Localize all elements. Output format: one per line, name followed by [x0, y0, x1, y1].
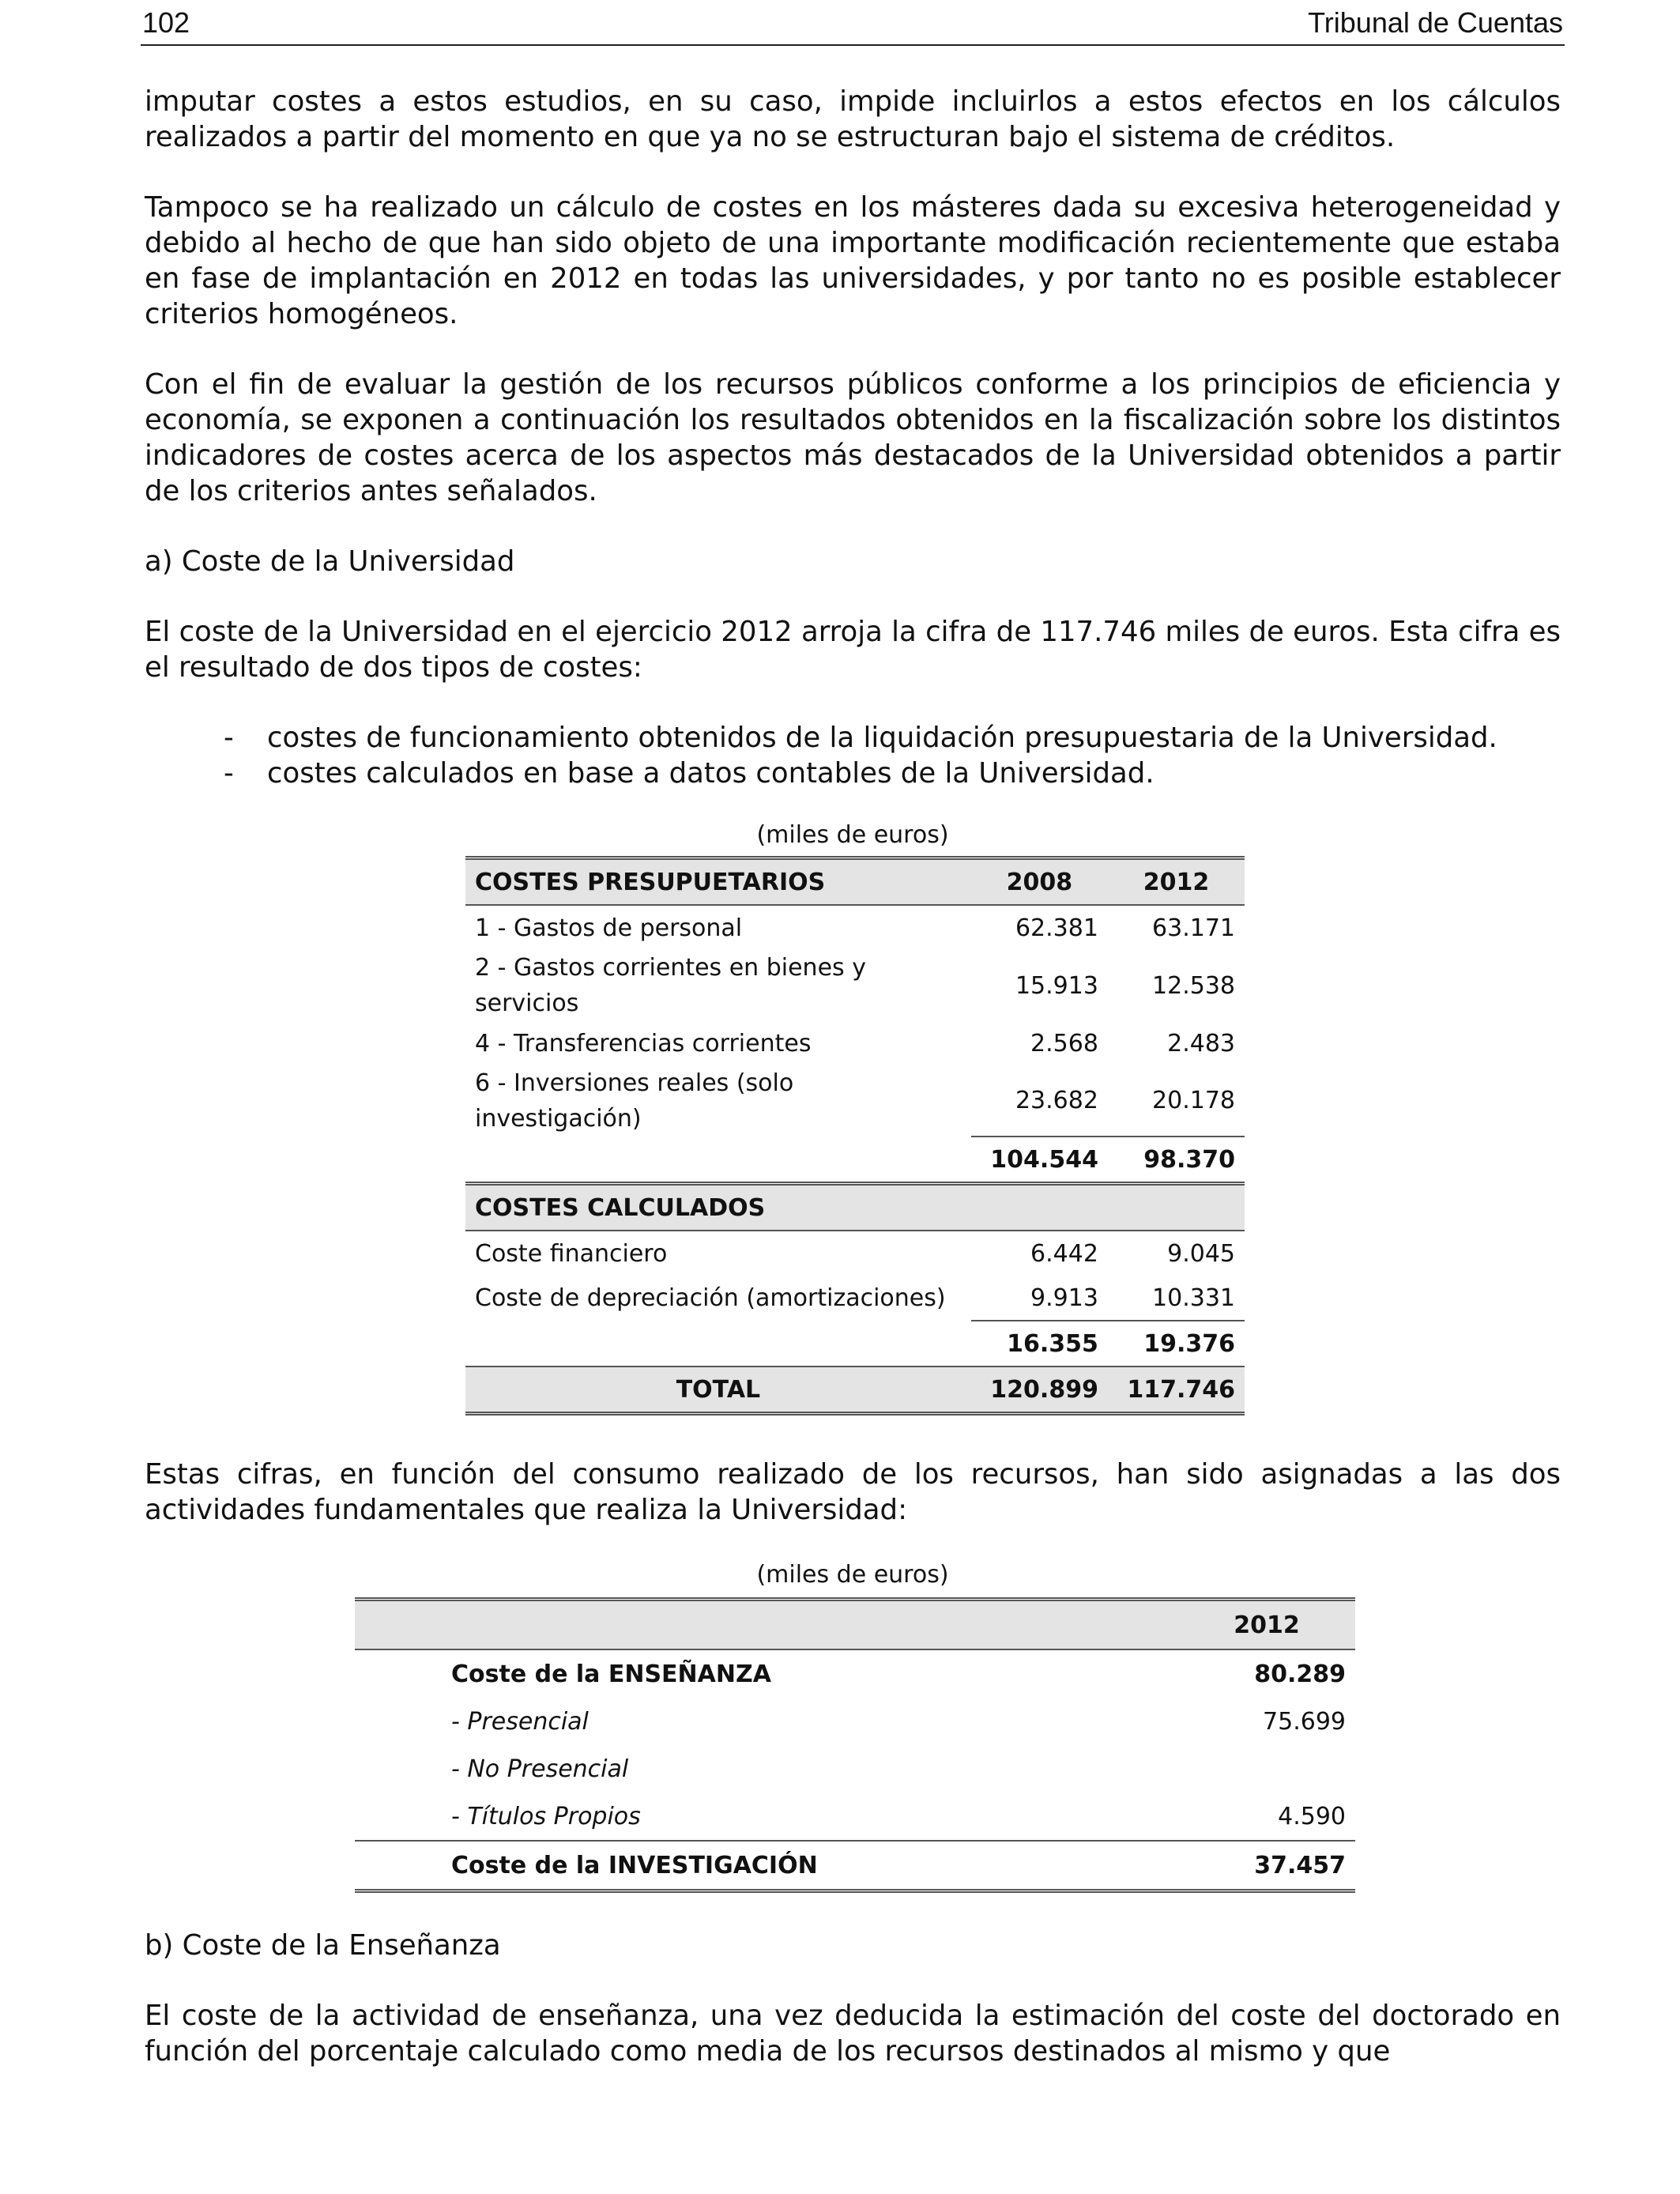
list-item-text: costes de funcionamiento obtenidos de la liquidación presupuestaria de la Universidad. — [267, 722, 1497, 754]
row-label: 2 - Gastos corrientes en bienes y servicios — [475, 954, 866, 1017]
dash-marker: - — [224, 722, 234, 754]
table-row — [355, 1649, 1355, 1698]
table-row — [355, 1745, 1355, 1793]
value-2008: 9.913 — [1030, 1284, 1098, 1312]
costs-table — [465, 856, 1245, 1416]
value-2008: 23.682 — [1015, 1087, 1098, 1114]
page-content — [145, 84, 1561, 2069]
header-2008: 2008 — [971, 858, 1108, 906]
table-row — [465, 1065, 1245, 1137]
table-header-row — [355, 1600, 1355, 1650]
paragraph-6: El coste de la actividad de enseñanza, una vez deducida la estimación del coste del doctorado en función del porcentaje calculado como media de los recursos destinados al mismo y que — [145, 2000, 1561, 2068]
row-label: Coste de depreciación (amortizaciones) — [475, 1284, 946, 1312]
value-2012: 10.331 — [1152, 1284, 1235, 1312]
total-2008: 120.899 — [971, 1367, 1108, 1414]
table-row — [465, 1021, 1245, 1065]
row-label: 1 - Gastos de personal — [475, 914, 743, 942]
total-row — [465, 1367, 1245, 1414]
row-label: 6 - Inversiones reales (solo investigación) — [475, 1069, 794, 1133]
list-item — [145, 720, 1561, 756]
activity-costs-table — [355, 1597, 1355, 1893]
value-2012: 9.045 — [1167, 1239, 1235, 1268]
table-header-row — [465, 858, 1245, 906]
subtotal-2012: 19.376 — [1108, 1321, 1245, 1367]
table-row — [465, 905, 1245, 950]
value-2012: 63.171 — [1152, 914, 1235, 942]
row-value: 75.699 — [1263, 1707, 1346, 1736]
header-2012: 2012 — [1108, 858, 1245, 906]
value-2008: 6.442 — [1030, 1239, 1098, 1268]
table-row — [465, 1231, 1245, 1276]
row-value — [1187, 1745, 1355, 1793]
row-value: 4.590 — [1278, 1802, 1346, 1830]
page-header — [141, 6, 1565, 46]
row-label: Coste financiero — [475, 1239, 668, 1268]
list-item — [145, 756, 1561, 791]
total-label: TOTAL — [465, 1367, 971, 1414]
page-number: 102 — [142, 6, 190, 39]
paragraph-2: Tampoco se ha realizado un cálculo de costes en los másteres dada su excesiva heterogeneidad y debido al hecho de que han sido objeto de una importante modificación recientemente que estaba en fase de implantación en 2012 en todas las universidades, y por tanto no es posible establecer criterios homogéneos. — [145, 191, 1561, 330]
row-label: - Presencial — [451, 1707, 589, 1736]
paragraph-1: imputar costes a estos estudios, en su caso, impide incluirlos a estos efectos en los cálculos realizados a partir del momento en que ya no se estructuran bajo el sistema de créditos. — [145, 85, 1561, 153]
row-value: 80.289 — [1254, 1660, 1346, 1688]
value-2008: 2.568 — [1030, 1029, 1098, 1057]
paragraph-4: El coste de la Universidad en el ejercicio 2012 arroja la cifra de 117.746 miles de euros. Esta cifra es el resultado de dos tipos de costes: — [145, 616, 1561, 684]
row-label: Coste de la ENSEÑANZA — [451, 1660, 771, 1688]
table-row — [465, 1276, 1245, 1321]
subtotal-2012: 98.370 — [1108, 1137, 1245, 1184]
row-label: - Títulos Propios — [451, 1802, 641, 1830]
table-row — [355, 1841, 1355, 1891]
header-label: COSTES PRESUPUETARIOS — [465, 858, 971, 906]
row-value: 37.457 — [1187, 1841, 1355, 1891]
value-2012: 20.178 — [1152, 1087, 1235, 1114]
subtotal-row — [465, 1321, 1245, 1367]
value-2008: 62.381 — [1015, 914, 1098, 942]
row-label: Coste de la INVESTIGACIÓN — [443, 1841, 1187, 1891]
section-heading-a: a) Coste de la Universidad — [145, 545, 515, 578]
table-row — [465, 950, 1245, 1021]
table-row — [355, 1793, 1355, 1841]
row-label: 4 - Transferencias corrientes — [475, 1029, 812, 1057]
dash-marker: - — [224, 757, 234, 790]
value-2012: 12.538 — [1152, 971, 1235, 1000]
total-2012: 117.746 — [1108, 1367, 1245, 1414]
section-heading-b: b) Coste de la Enseñanza — [145, 1929, 501, 1962]
paragraph-3: Con el fin de evaluar la gestión de los recursos públicos conforme a los principios de eficiencia y economía, se exponen a continuación los resultados obtenidos en la fiscalización sobre los distintos indicadores de costes acerca de los aspectos más destacados de la Universidad obtenidos a partir de los criterios antes señalados. — [145, 368, 1561, 507]
section-label: COSTES CALCULADOS — [465, 1184, 971, 1231]
table1-caption: (miles de euros) — [756, 821, 949, 849]
paragraph-5: Estas cifras, en función del consumo realizado de los recursos, han sido asignadas a las dos actividades fundamentales que realiza la Universidad: — [145, 1458, 1561, 1526]
subtotal-2008: 104.544 — [971, 1137, 1108, 1184]
header-2012: 2012 — [1187, 1600, 1355, 1650]
header-organization: Tribunal de Cuentas — [1308, 6, 1563, 39]
row-label: - No Presencial — [451, 1755, 629, 1783]
subtotal-row — [465, 1137, 1245, 1184]
table2-caption: (miles de euros) — [756, 1561, 949, 1589]
section-header-row — [465, 1184, 1245, 1231]
bullet-list — [145, 720, 1561, 791]
value-2012: 2.483 — [1167, 1029, 1235, 1057]
list-item-text: costes calculados en base a datos contables de la Universidad. — [267, 757, 1155, 790]
table-row — [355, 1698, 1355, 1745]
subtotal-2008: 16.355 — [971, 1321, 1108, 1367]
value-2008: 15.913 — [1015, 971, 1098, 1000]
